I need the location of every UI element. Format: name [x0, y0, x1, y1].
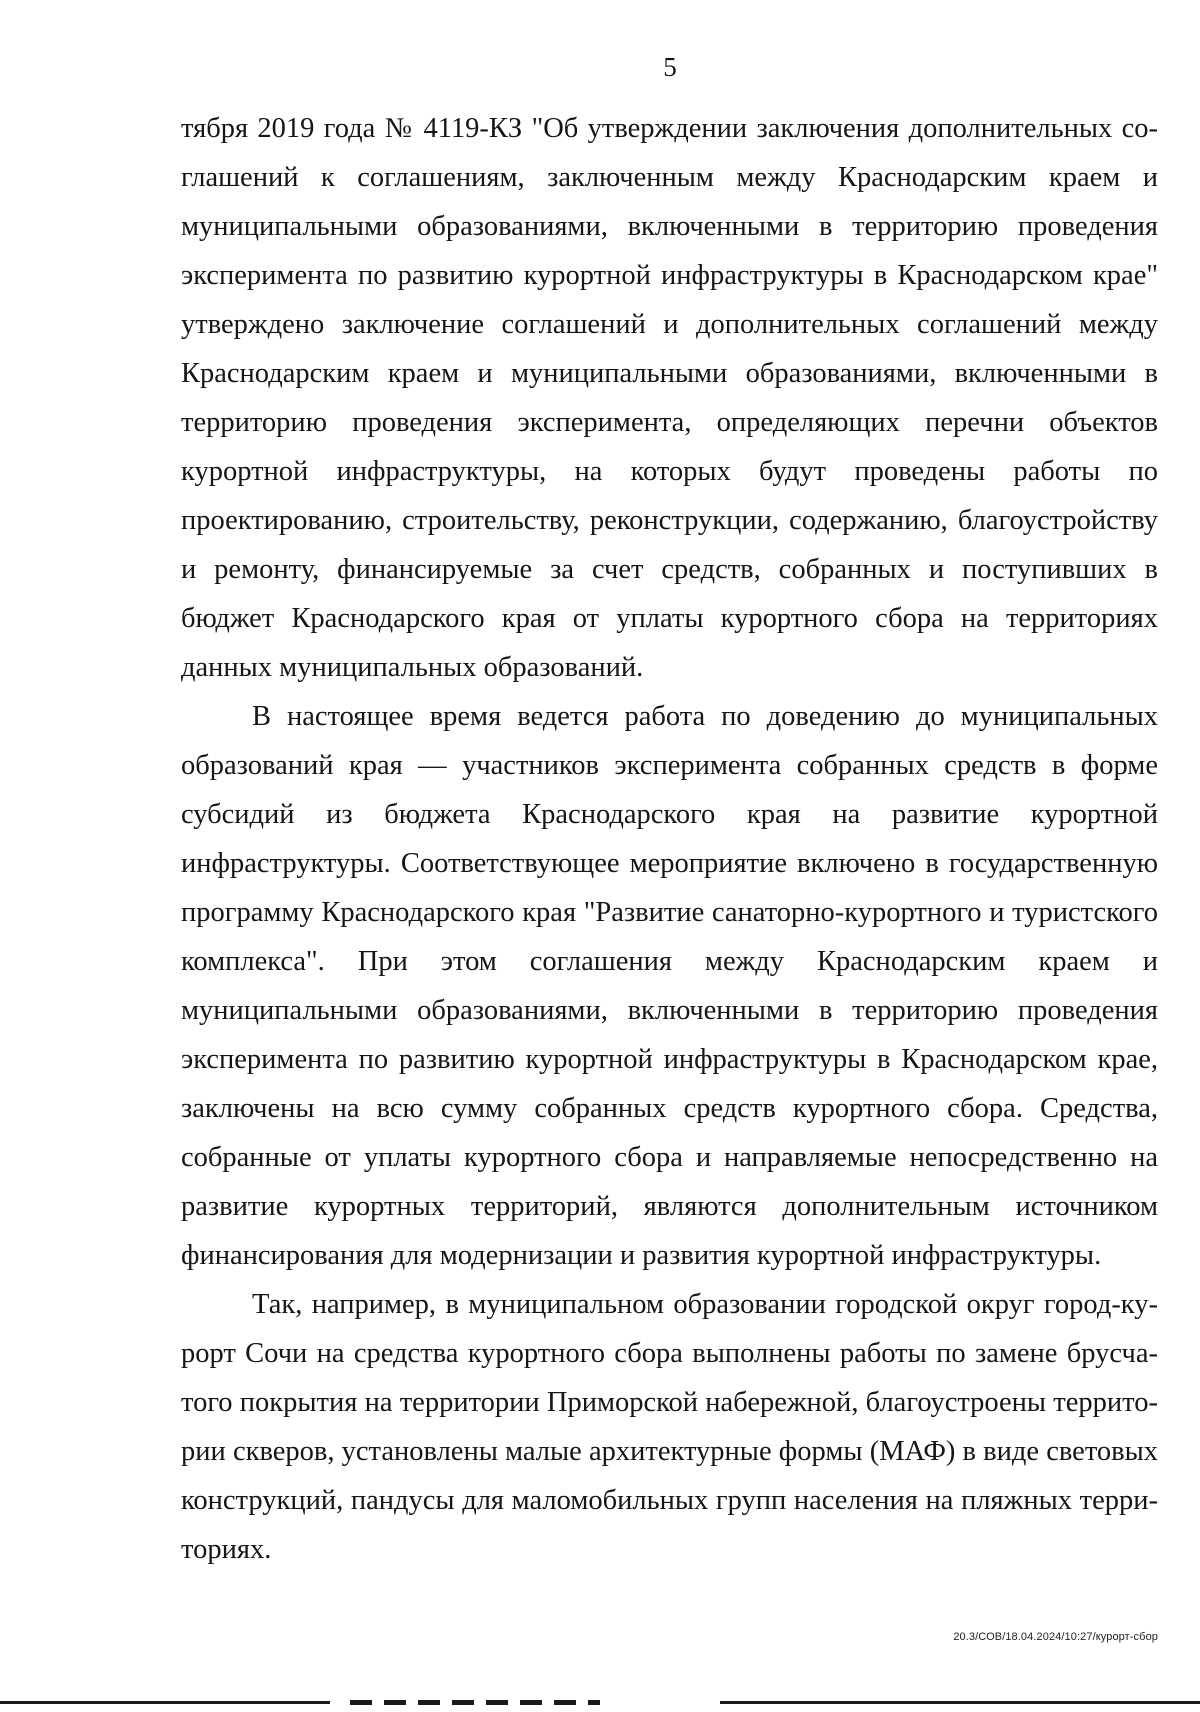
- scan-edge-line-left: [0, 1701, 330, 1704]
- page-number: 5: [663, 52, 677, 82]
- document-reference-footer: 20.3/СОВ/18.04.2024/10:27/курорт-сбор: [953, 1631, 1158, 1643]
- scan-edge-dashes: [350, 1700, 600, 1705]
- paragraph-continuation: тября 2019 года № 4119-КЗ "Об утверждении заключения дополнительных соглашений к соглашениям, заключенным между Краснодарским краем и муниципальными образованиями, включенными в территорию проведения эксперимента по развитию курортной инфраструктуры в Краснодарском крае" утверждено заключение соглашений и дополнительных соглашений между Краснодарским краем и муниципальными образованиями, включенными в территорию проведения эксперимента, определяющих перечни объектов курортной инфраструктуры, на которых будут проведены работы по проектированию, строительству, реконструкции, содержанию, благоустройству и ремонту, финансируемые за счет средств, собранных и поступивших в бюджет Краснодарского края от уплаты курортного сбора на территориях данных муниципальных образований.: [181, 113, 1158, 683]
- scan-edge-line-right: [720, 1701, 1200, 1704]
- paragraph-sochi-example: Так, например, в муниципальном образовании городской округ город-курорт Сочи на средства курортного сбора выполнены работы по замене брусчатого покрытия на территории Приморской набережной, благоустроены территории скверов, установлены малые архитектурные формы (МАФ) в виде световых конструкций, пандусы для маломобильных групп населения на пляжных территориях.: [181, 1289, 1158, 1565]
- document-body: [181, 104, 1158, 1574]
- paragraph-current-work: В настоящее время ведется работа по доведению до муниципальных образований края — участников эксперимента собранных средств в форме субсидий из бюджета Краснодарского края на развитие курортной инфраструктуры. Соответствующее мероприятие включено в государственную программу Краснодарского края "Развитие санаторно-курортного и туристского комплекса". При этом соглашения между Краснодарским краем и муниципальными образованиями, включенными в территорию проведения эксперимента по развитию курортной инфраструктуры в Краснодарском крае, заключены на всю сумму собранных средств курортного сбора. Средства, собранные от уплаты курортного сбора и направляемые непосредственно на развитие курортных территорий, являются дополнительным источником финансирования для модернизации и развития курортной инфраструктуры.: [181, 701, 1158, 1271]
